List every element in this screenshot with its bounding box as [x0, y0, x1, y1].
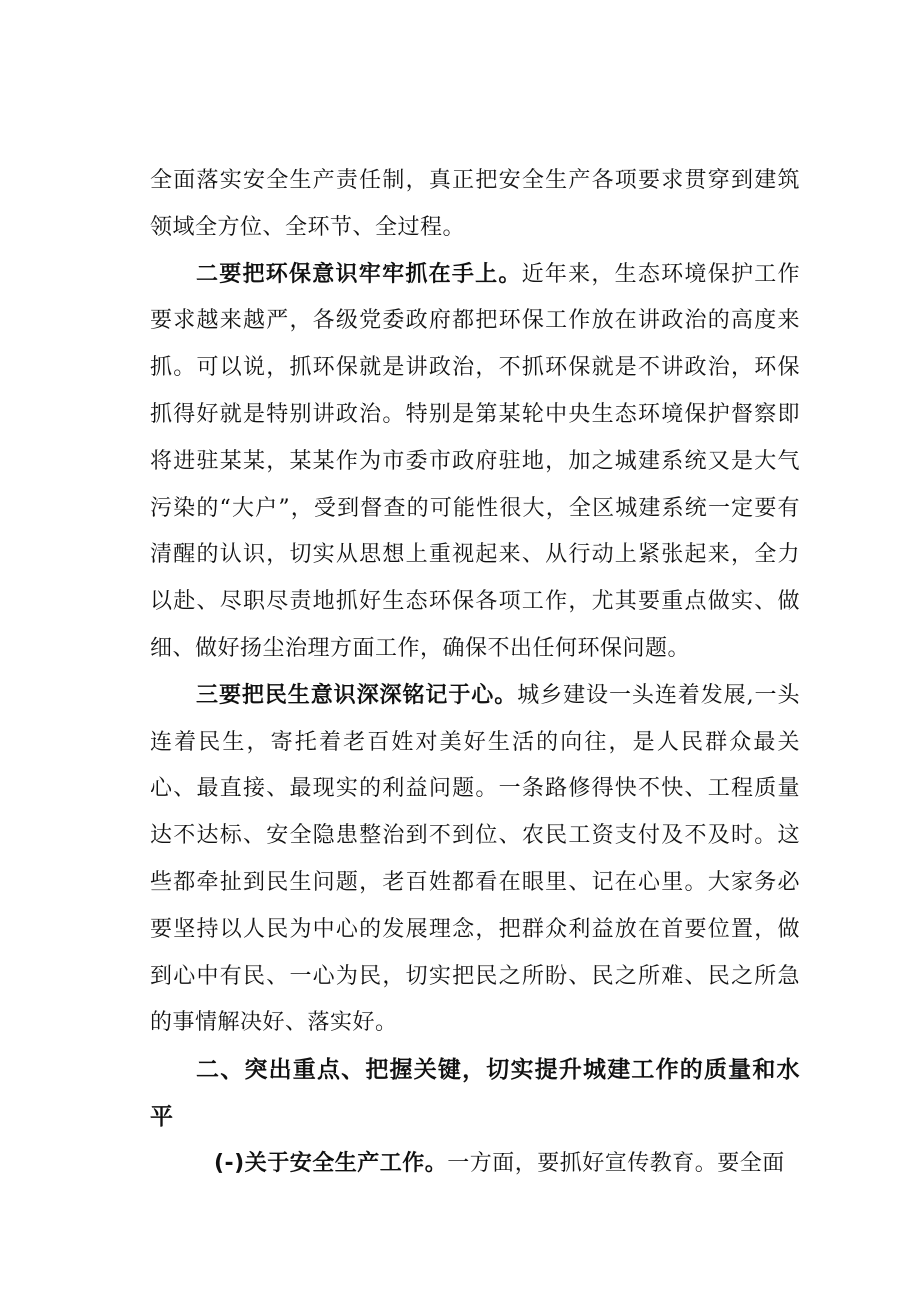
paragraph-continued — [150, 158, 800, 252]
paragraph-livelihood-lead: 三要把民生意识深深铭记于心。 — [196, 682, 518, 708]
paragraph-environmental-body: 近年来，生态环境保护工作要求越来越严，各级党委政府都把环保工作放在讲政治的高度来抓。可以说，抓环保就是讲政治，不抓环保就是不讲政治，环保抓得好就是特别讲政治。特别是第某轮中央生态环境保护督察即将进驻某某，某某作为市委市政府驻地，加之城建系统又是大气污染的“大户”，受到督查的可能性很大，全区城建系统一定要有清醒的认识，切实从思想上重视起来、从行动上紧张起来，全力以赴、尽职尽责地抓好生态环保各项工作，尤其要重点做实、做细、做好扬尘治理方面工作，确保不出任何环保问题。 — [150, 261, 800, 661]
paragraph-safety — [150, 1141, 800, 1188]
paragraph-livelihood — [150, 673, 800, 1047]
paragraph-environmental — [150, 252, 800, 673]
paragraph-safety-lead: (-)关于安全生产工作。 — [214, 1150, 448, 1176]
paragraph-continued-text: 全面落实安全生产责任制，真正把安全生产各项要求贯穿到建筑领域全方位、全环节、全过程。 — [150, 168, 800, 240]
paragraph-safety-body: 一方面，要抓好宣传教育。要全面 — [447, 1150, 785, 1176]
document-body — [150, 158, 800, 1188]
paragraph-livelihood-body: 城乡建设一头连着发展,一头连着民生，寄托着老百姓对美好生活的向往，是人民群众最关心、最直接、最现实的利益问题。一条路修得快不快、工程质量达不达标、安全隐患整治到不到位、农民工资支付及不及时。这些都牵扯到民生问题，老百姓都看在眼里、记在心里。大家务必要坚持以人民为中心的发展理念，把群众利益放在首要位置，做到心中有民、一心为民，切实把民之所盼、民之所难、民之所急的事情解决好、落实好。 — [150, 682, 800, 1036]
paragraph-environmental-lead: 二要把环保意识牢牢抓在手上。 — [196, 261, 522, 287]
section-heading: 二、突出重点、把握关键，切实提升城建工作的质量和水平 — [150, 1057, 800, 1130]
